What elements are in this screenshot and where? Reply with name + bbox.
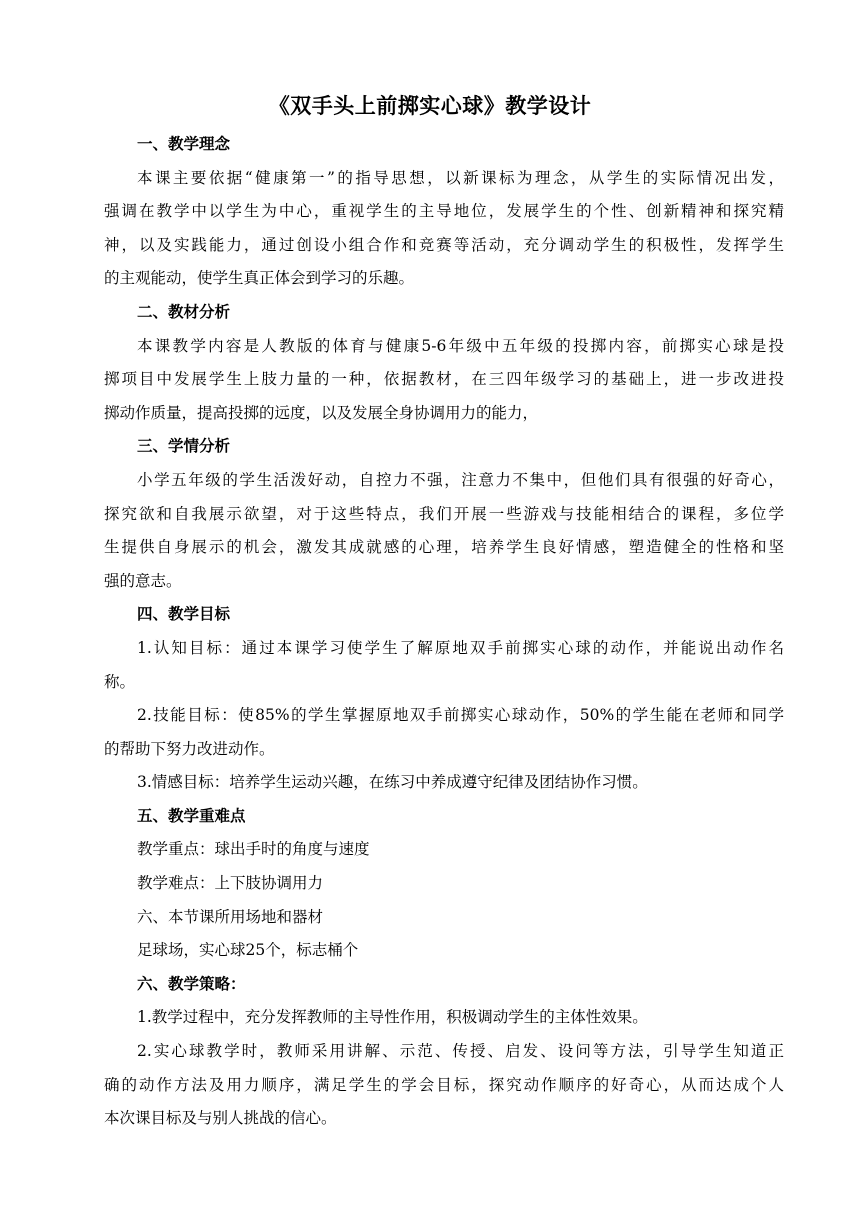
paragraph-line: 强调在教学中以学生为中心，重视学生的主导地位，发展学生的个性、创新精神和探究精 [104, 202, 784, 221]
objective-line: 的帮助下努力改进动作。 [104, 739, 275, 758]
paragraph-line: 生提供自身展示的机会，激发其成就感的心理，培养学生良好情感，塑造健全的性格和坚 [104, 538, 784, 557]
strategy-line: 本次课目标及与别人挑战的信心。 [104, 1109, 337, 1128]
paragraph-line: 本课主要依据“健康第一”的指导思想，以新课标为理念，从学生的实际情况出发， [137, 168, 784, 187]
section-heading-venue-equipment: 六、本节课所用场地和器材 [137, 907, 324, 926]
objective-line: 2.技能目标：使85%的学生掌握原地双手前掷实心球动作，50%的学生能在老师和同学 [137, 706, 784, 725]
section-heading-key-difficult-points: 五、教学重难点 [137, 806, 246, 825]
strategy-line: 1.教学过程中，充分发挥教师的主导性作用，积极调动学生的主体性效果。 [137, 1008, 648, 1027]
section-heading-teaching-objectives: 四、教学目标 [137, 605, 231, 624]
paragraph-line: 强的意志。 [104, 571, 182, 590]
objective-line: 3.情感目标：培养学生运动兴趣，在练习中养成遵守纪律及团结协作习惯。 [137, 773, 648, 792]
document-body [104, 128, 784, 1136]
document-title: 《双手头上前掷实心球》教学设计 [268, 94, 592, 118]
key-point-line: 教学重点：球出手时的角度与速度 [137, 840, 370, 859]
paragraph-line: 神，以及实践能力，通过创设小组合作和竞赛等活动，充分调动学生的积极性，发挥学生 [104, 235, 784, 254]
paragraph-line: 小学五年级的学生活泼好动，自控力不强，注意力不集中，但他们具有很强的好奇心， [137, 470, 784, 489]
section-heading-teaching-strategy: 六、教学策略： [137, 974, 246, 993]
section-heading-student-analysis: 三、学情分析 [137, 437, 231, 456]
section-heading-teaching-philosophy: 一、教学理念 [137, 135, 231, 153]
paragraph-line: 掷项目中发展学生上肢力量的一种，依据教材，在三四年级学习的基础上，进一步改进投 [104, 370, 784, 389]
paragraph-line: 掷动作质量，提高投掷的远度，以及发展全身协调用力的能力， [104, 403, 539, 422]
strategy-line: 确的动作方法及用力顺序，满足学生的学会目标，探究动作顺序的好奇心，从而达成个人 [104, 1075, 784, 1094]
paragraph-line: 探究欲和自我展示欲望，对于这些特点，我们开展一些游戏与技能相结合的课程，多位学 [104, 504, 784, 523]
equipment-line: 足球场，实心球25个，标志桶个 [137, 941, 359, 960]
objective-line: 称。 [104, 672, 136, 691]
strategy-line: 2.实心球教学时，教师采用讲解、示范、传授、启发、设问等方法，引导学生知道正 [137, 1042, 784, 1061]
difficult-point-line: 教学难点：上下肢协调用力 [137, 874, 324, 893]
paragraph-line: 本课教学内容是人教版的体育与健康5-6年级中五年级的投掷内容，前掷实心球是投 [137, 336, 784, 355]
objective-line: 1.认知目标：通过本课学习使学生了解原地双手前掷实心球的动作，并能说出动作名 [137, 638, 784, 657]
paragraph-line: 的主观能动，使学生真正体会到学习的乐趣。 [104, 269, 415, 288]
section-heading-material-analysis: 二、教材分析 [137, 302, 231, 321]
